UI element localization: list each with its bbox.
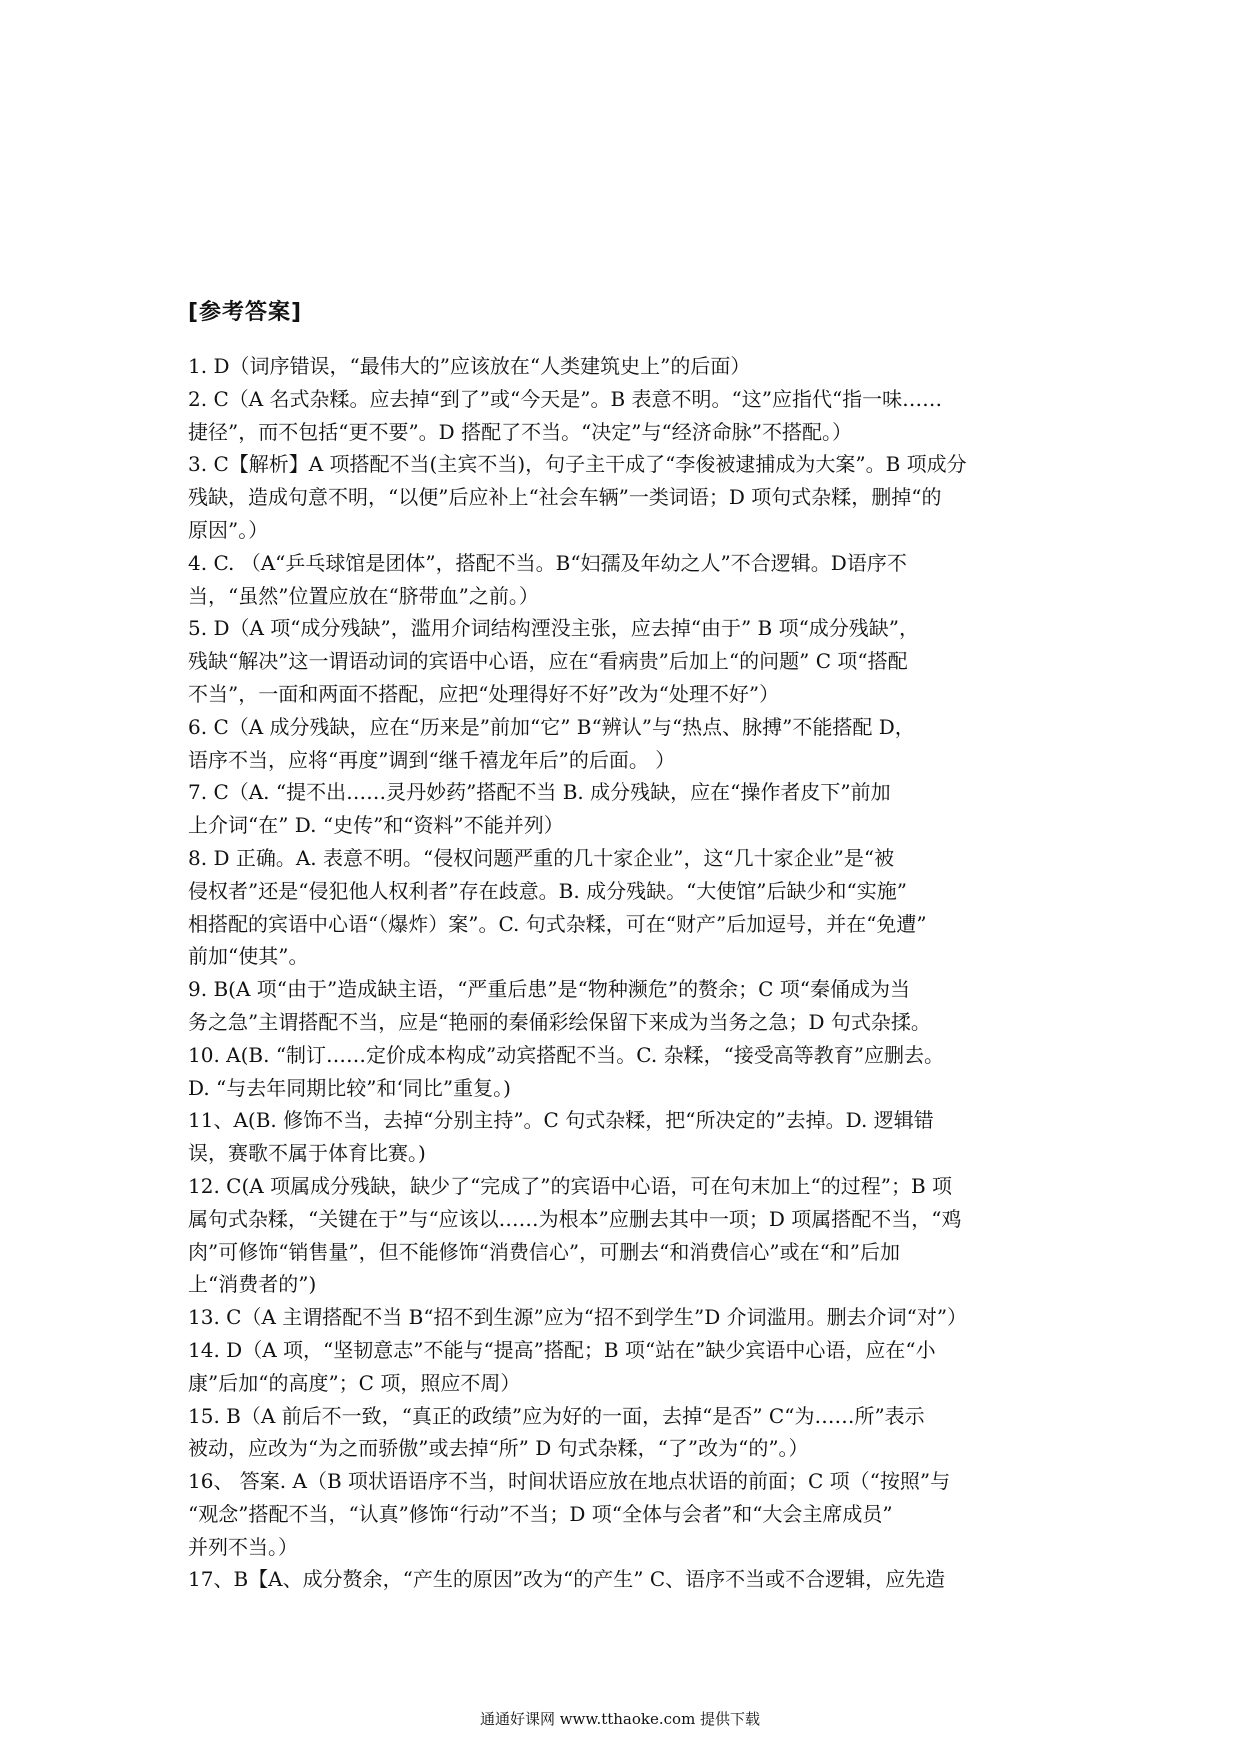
answer-line: 不当”，一面和两面不搭配，应把“处理得好不好”改为“处理不好”） bbox=[188, 681, 780, 706]
answer-line: 13. C（A 主谓搭配不当 B“招不到生源”应为“招不到学生”D 介词滥用。删去介词“对”） bbox=[188, 1305, 968, 1330]
answer-line: 6. C（A 成分残缺，应在“历来是”前加“它” B“辨认”与“热点、脉搏”不能搭配 D， bbox=[188, 714, 915, 739]
answer-line: 10. A(B. “制订……定价成本构成”动宾搭配不当。C. 杂糅，“接受高等教育”应删去。 bbox=[188, 1042, 945, 1067]
answer-line: 上“消费者的”) bbox=[188, 1272, 317, 1297]
answer-line: 8. D 正确。A. 表意不明。“侵权问题严重的几十家企业”，这“几十家企业”是“被 bbox=[188, 845, 895, 870]
answer-line: 前加“使其”。 bbox=[188, 944, 309, 969]
answer-line: 17、B【A、成分赘余，“产生的原因”改为“的产生” C、语序不当或不合逻辑，应先造 bbox=[188, 1567, 946, 1592]
answer-line: 属句式杂糅，“关键在于”与“应该以……为根本”应删去其中一项；D 项属搭配不当，“鸡 bbox=[188, 1206, 962, 1231]
answers-heading: [参考答案] bbox=[188, 300, 303, 325]
answer-line: 侵权者”还是“侵犯他人权利者”存在歧意。B. 成分残缺。“大使馆”后缺少和“实施” bbox=[188, 878, 907, 903]
answer-line: “观念”搭配不当，“认真”修饰“行动”不当；D 项“全体与会者”和“大会主席成员” bbox=[188, 1501, 893, 1526]
answer-line: 务之急”主谓搭配不当，应是“艳丽的秦俑彩绘保留下来成为当务之急；D 句式杂揉。 bbox=[188, 1009, 931, 1034]
answer-line: 9. B(A 项“由于”造成缺主语，“严重后患”是“物种濒危”的赘余；C 项“秦俑成为当 bbox=[188, 977, 910, 1002]
answer-line: 误，赛歌不属于体育比赛。) bbox=[188, 1141, 426, 1166]
answer-line: 残缺，造成句意不明，“以便”后应补上“社会车辆”一类词语；D 项句式杂糅，删掉“的 bbox=[188, 485, 942, 510]
answer-line: 康”后加“的高度”；C 项，照应不周） bbox=[188, 1370, 521, 1395]
answer-line: 4. C. （A“乒乓球馆是团体”，搭配不当。B“妇孺及年幼之人”不合逻辑。D语序不 bbox=[188, 550, 907, 575]
answer-line: 3. C【解析】A 项搭配不当(主宾不当)，句子主干成了“李俊被逮捕成为大案”。B 项成分 bbox=[188, 452, 967, 477]
answer-line: 14. D（A 项，“坚韧意志”不能与“提高”搭配；B 项“站在”缺少宾语中心语，应在“小 bbox=[188, 1337, 936, 1362]
answer-line: D. “与去年同期比较”和‘同比”重复。) bbox=[188, 1075, 511, 1100]
answer-line: 相搭配的宾语中心语“（爆炸）案”。C. 句式杂糅，可在“财产”后加逗号，并在“免遭” bbox=[188, 911, 927, 936]
answer-line: 16、 答案. A（B 项状语语序不当，时间状语应放在地点状语的前面；C 项（“按照”与 bbox=[188, 1469, 951, 1494]
answer-line: 12. C(A 项属成分残缺，缺少了“完成了”的宾语中心语，可在句末加上“的过程”；B 项 bbox=[188, 1173, 953, 1198]
answer-line: 2. C（A 名式杂糅。应去掉“到了”或“今天是”。B 表意不明。“这”应指代“指一味…… bbox=[188, 386, 943, 411]
answer-list bbox=[188, 350, 1068, 1596]
answer-line: 捷径”，而不包括“更不要”。D 搭配了不当。“决定”与“经济命脉”不搭配。） bbox=[188, 419, 852, 444]
answer-line: 语序不当，应将“再度”调到“继千禧龙年后”的后面。 ） bbox=[188, 747, 676, 772]
answer-line: 并列不当。） bbox=[188, 1534, 298, 1559]
answer-line: 5. D（A 项“成分残缺”，滥用介词结构湮没主张，应去掉“由于” B 项“成分残缺”， bbox=[188, 616, 920, 641]
page-footer: 通通好课网 www.tthaoke.com 提供下载 bbox=[479, 1710, 761, 1728]
answer-line: 1. D（词序错误，“最伟大的”应该放在“人类建筑史上”的后面） bbox=[188, 354, 751, 378]
answer-line: 上介词“在” D. “史传”和“资料”不能并列） bbox=[188, 813, 564, 838]
answer-line: 原因”。） bbox=[188, 517, 269, 542]
answer-line: 7. C（A. “提不出……灵丹妙药”搭配不当 B. 成分残缺，应在“操作者皮下”前加 bbox=[188, 780, 891, 805]
answer-line: 当，“虽然”位置应放在“脐带血”之前。） bbox=[188, 583, 539, 608]
answer-line: 被动，应改为“为之而骄傲”或去掉“所” D 句式杂糅，“了”改为“的”。） bbox=[188, 1436, 809, 1461]
answer-line: 11、A(B. 修饰不当，去掉“分别主持”。C 句式杂糅，把“所决定的”去掉。D. 逻辑错 bbox=[188, 1108, 934, 1133]
answer-line: 肉”可修饰“销售量”，但不能修饰“消费信心”，可删去“和消费信心”或在“和”后加 bbox=[188, 1239, 901, 1264]
answer-line: 残缺“解决”这一谓语动词的宾语中心语，应在“看病贵”后加上“的问题” C 项“搭配 bbox=[188, 649, 908, 674]
answer-line: 15. B（A 前后不一致，“真正的政绩”应为好的一面，去掉“是否” C“为……所”表示 bbox=[188, 1403, 925, 1428]
